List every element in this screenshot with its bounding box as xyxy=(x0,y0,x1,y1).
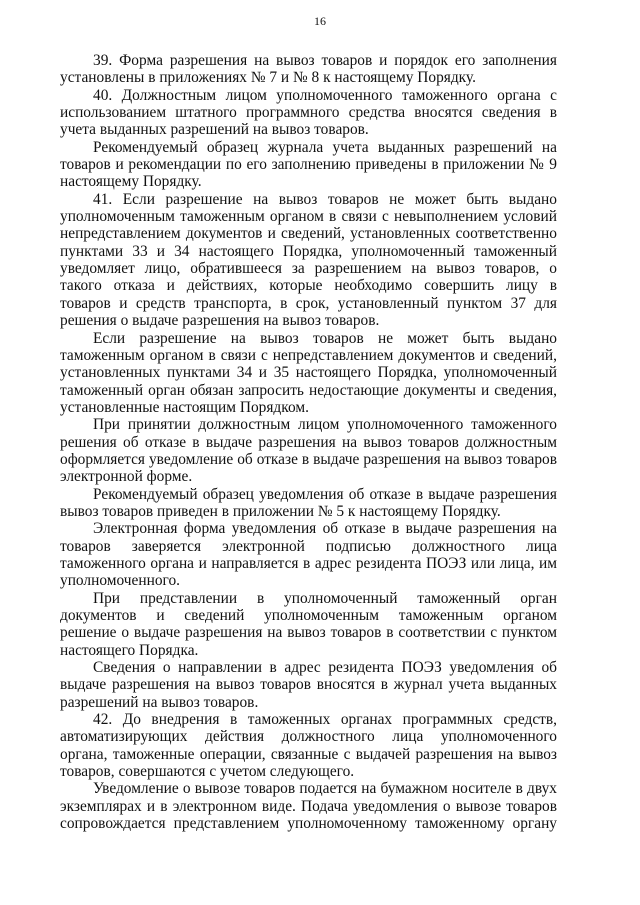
text-line: сопровождается представлением уполномоченному таможенному органу xyxy=(60,815,557,833)
paragraph xyxy=(60,191,557,330)
text-line: 39. Форма разрешения на вывоз товаров и порядок его заполнения xyxy=(93,52,557,69)
text-line: учета выданных разрешений на вывоз товаров. xyxy=(60,121,369,139)
paragraph xyxy=(60,87,557,139)
text-line: товаров и рекомендации по его заполнению приведены в приложении № 9 xyxy=(60,156,557,174)
paragraph xyxy=(60,416,557,485)
paragraph xyxy=(60,52,557,87)
text-line: решения об отказе в выдаче разрешения на вывоз товаров должностным xyxy=(60,433,557,451)
text-line: При принятии должностным лицом уполномоченного таможенного xyxy=(93,416,557,434)
text-line: 40. Должностным лицом уполномоченного таможенного органа с xyxy=(93,86,557,104)
text-line: установленные настоящим Порядком. xyxy=(60,398,309,416)
text-line: использованием штатного программного средства вносятся сведения в xyxy=(60,104,557,122)
text-line: При представлении в уполномоченный таможенный орган xyxy=(93,589,557,607)
text-line: 42. До внедрения в таможенных органах программных средств, xyxy=(93,711,557,729)
text-line: выдаче разрешения на вывоз товаров вносятся в журнал учета выданных xyxy=(60,676,557,694)
text-line: Уведомление о вывозе товаров подается на бумажном носителе в двух xyxy=(93,780,557,798)
text-line: решение о выдаче разрешения на вывоз товаров в соответствии с пунктом xyxy=(60,624,557,642)
text-line: вывоз товаров приведен в приложении № 5 к настоящему Порядку. xyxy=(60,502,501,520)
text-line: решения о выдаче разрешения на вывоз товаров. xyxy=(60,312,380,330)
text-line: разрешений на вывоз товаров. xyxy=(60,693,259,711)
text-line: Сведения о направлении в адрес резидента ПОЭЗ уведомления об xyxy=(93,659,557,677)
text-line: настоящего Порядка. xyxy=(60,641,199,659)
text-line: таможенного органа и направляется в адрес резидента ПОЭЗ или лица, им xyxy=(60,554,557,572)
text-line: установлены в приложениях № 7 и № 8 к настоящему Порядку. xyxy=(60,69,476,87)
paragraph xyxy=(60,330,557,417)
text-line: товаров заверяется электронной подписью должностного лица xyxy=(60,537,557,555)
paragraph xyxy=(60,486,557,521)
text-line: экземплярах и в электронном виде. Подача уведомления о вывозе товаров xyxy=(60,797,557,815)
paragraph xyxy=(60,139,557,191)
paragraph xyxy=(60,590,557,659)
page-number: 16 xyxy=(314,14,326,28)
paragraph xyxy=(60,520,557,589)
paragraph xyxy=(60,711,557,780)
text-line: товаров и средств транспорта, в срок, установленный пунктом 37 для xyxy=(60,294,557,312)
document-body xyxy=(60,52,557,832)
text-line: 41. Если разрешение на вывоз товаров не может быть выдано xyxy=(93,190,557,208)
text-line: настоящему Порядку. xyxy=(60,173,202,191)
paragraph xyxy=(60,659,557,711)
text-line: Если разрешение на вывоз товаров не может быть выдано xyxy=(93,329,557,347)
text-line: документов и сведений уполномоченным таможенным органом xyxy=(60,607,557,624)
text-line: Электронная форма уведомления об отказе в выдаче разрешения на xyxy=(93,520,557,538)
text-line: электронной форме. xyxy=(60,468,193,486)
text-line: уполномоченного. xyxy=(60,572,180,590)
text-line: оформляется уведомление об отказе в выдаче разрешения на вывоз товаров xyxy=(60,450,557,468)
text-line: уполномоченным таможенным органом в связи с невыполнением условий xyxy=(60,208,557,226)
text-line: Рекомендуемый образец уведомления об отказе в выдаче разрешения xyxy=(93,485,557,503)
text-line: таможенный орган обязан запросить недостающие документы и сведения, xyxy=(60,381,557,399)
text-line: таможенным органом в связи с непредставлением документов и сведений, xyxy=(60,346,557,364)
text-line: Рекомендуемый образец журнала учета выданных разрешений на xyxy=(93,138,557,156)
text-line: уведомляет лицо, обратившееся за разрешением на вывоз товаров, о xyxy=(60,260,557,278)
text-line: пунктами 33 и 34 настоящего Порядка, уполномоченный таможенный xyxy=(60,242,557,260)
text-line: автоматизирующих действия должностного лица уполномоченного xyxy=(60,728,557,746)
text-line: установленных пунктами 34 и 35 настоящего Порядка, уполномоченный xyxy=(60,364,557,382)
text-line: товаров, совершаются с учетом следующего. xyxy=(60,763,355,781)
paragraph xyxy=(60,780,557,832)
text-line: органа, таможенные операции, связанные с выдачей разрешения на вывоз xyxy=(60,745,557,763)
text-line: такого отказа и действиях, которые необходимо совершить лицу в xyxy=(60,277,557,295)
text-line: непредставлением документов и сведений, установленных соответственно xyxy=(60,225,557,243)
